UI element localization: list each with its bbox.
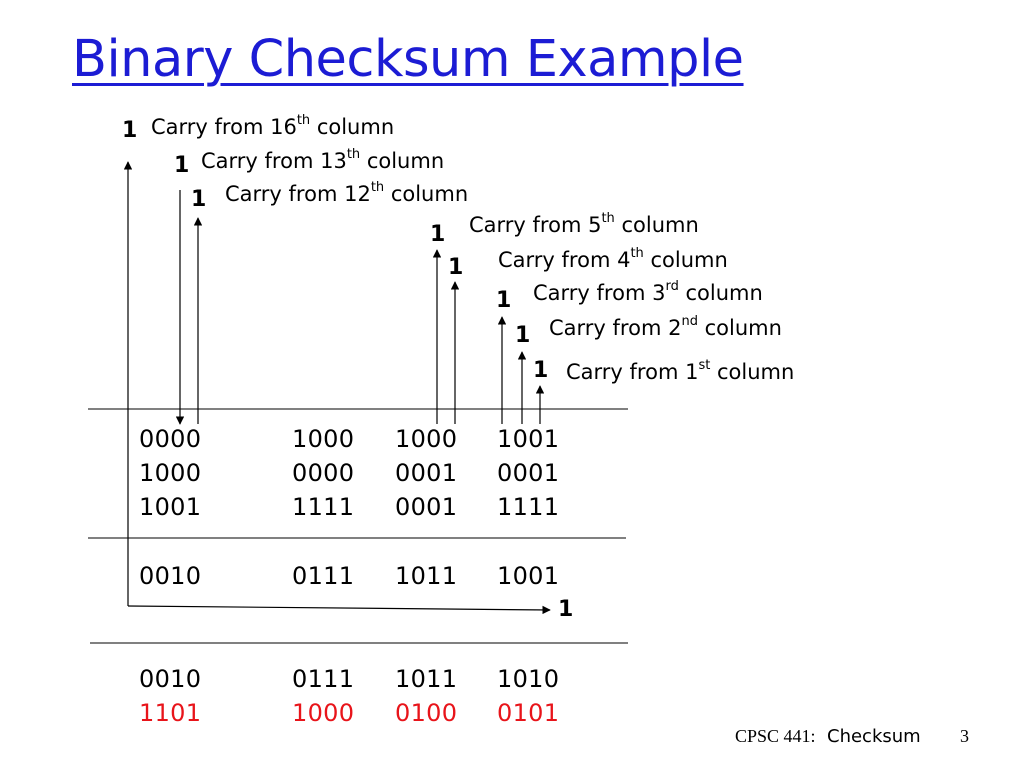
operand-cell: 1111: [292, 493, 355, 521]
wrap-around-line: [128, 606, 550, 610]
carry-label: Carry from 2nd column: [549, 314, 782, 340]
carry-one: 1: [515, 323, 531, 348]
page-title: Binary Checksum Example: [72, 30, 744, 89]
result-cell: 1010: [497, 665, 560, 693]
carry-label: Carry from 3rd column: [533, 279, 763, 305]
carry-one: 1: [533, 358, 549, 383]
carry-label: Carry from 4th column: [498, 246, 728, 272]
carry-one: 1: [174, 153, 190, 178]
checksum-cell: 1000: [292, 699, 355, 727]
page-number: 3: [960, 726, 969, 746]
sum-cell: 1001: [497, 562, 560, 590]
sum-cell: 0010: [139, 562, 202, 590]
carry-one: 1: [122, 118, 138, 143]
carry-label: Carry from 12th column: [225, 180, 469, 206]
carry-one: 1: [191, 187, 207, 212]
operand-cell: 1001: [497, 425, 560, 453]
footer-topic: Checksum: [827, 726, 921, 747]
result-cell: 0111: [292, 665, 355, 693]
carry-label: Carry from 13th column: [201, 147, 445, 173]
operand-cell: 1000: [292, 425, 355, 453]
operand-cell: 0000: [292, 459, 355, 487]
result-cell: 1011: [395, 665, 458, 693]
checksum-cell: 1101: [139, 699, 202, 727]
wrap-around-carry: 1: [558, 597, 574, 622]
result-cell: 0010: [139, 665, 202, 693]
sum-cell: 1011: [395, 562, 458, 590]
sum-cell: 0111: [292, 562, 355, 590]
operand-cell: 0001: [395, 493, 458, 521]
operand-cell: 0001: [395, 459, 458, 487]
carry-one: 1: [430, 222, 446, 247]
operand-cell: 0001: [497, 459, 560, 487]
operand-cell: 1000: [395, 425, 458, 453]
checksum-cell: 0100: [395, 699, 458, 727]
operand-cell: 1001: [139, 493, 202, 521]
operand-cell: 0000: [139, 425, 202, 453]
carry-one: 1: [448, 255, 464, 280]
carry-one: 1: [496, 288, 512, 313]
operand-cell: 1111: [497, 493, 560, 521]
carry-label: Carry from 1st column: [566, 358, 795, 384]
operand-cell: 1000: [139, 459, 202, 487]
checksum-cell: 0101: [497, 699, 560, 727]
carry-label: Carry from 16th column: [151, 113, 395, 139]
footer-course: CPSC 441:: [735, 726, 816, 746]
carry-label: Carry from 5th column: [469, 211, 699, 237]
